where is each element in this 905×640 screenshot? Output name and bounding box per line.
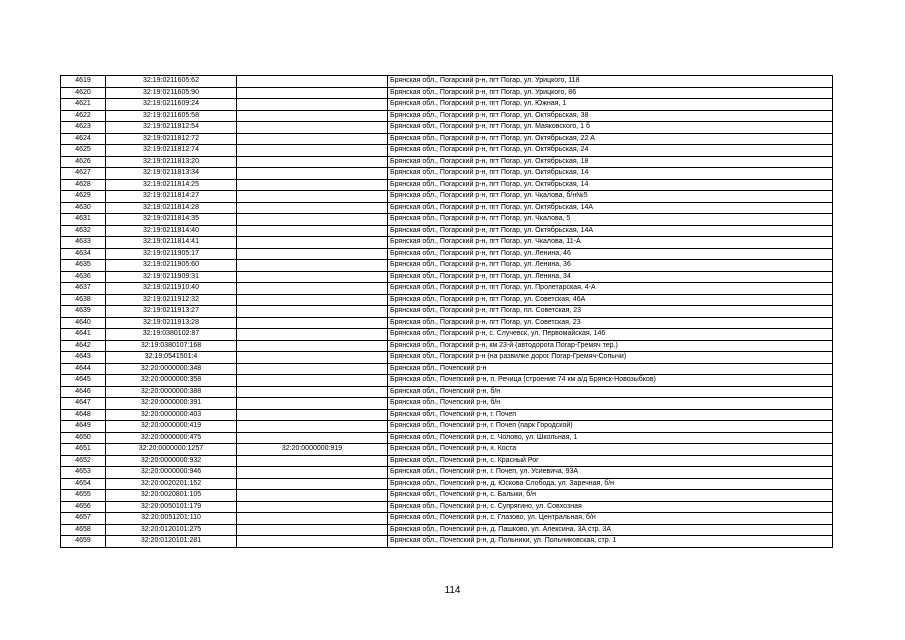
cadastral-number-cell: 32:20:0020801:105: [106, 490, 237, 502]
address-cell: Брянская обл., Погарский р-н, пгт Погар, ул. Южная, 1: [388, 99, 833, 111]
prior-cadastral-number-cell: [237, 237, 388, 249]
address-cell: Брянская обл., Погарский р-н, пгт Погар, ул. Октябрьская, 14А: [388, 202, 833, 214]
row-number-cell: 4639: [61, 306, 106, 318]
cadastral-number-cell: 32:19:0211813:34: [106, 168, 237, 180]
cadastral-number-cell: 32:19:0211814:28: [106, 202, 237, 214]
address-cell: Брянская обл., Погарский р-н, пгт Погар, ул. Чкалова, б/н№5: [388, 191, 833, 203]
prior-cadastral-number-cell: [237, 524, 388, 536]
registry-table: [60, 75, 833, 548]
table-row: [61, 87, 833, 99]
table-row: [61, 202, 833, 214]
prior-cadastral-number-cell: [237, 202, 388, 214]
row-number-cell: 4637: [61, 283, 106, 295]
row-number-cell: 4633: [61, 237, 106, 249]
prior-cadastral-number-cell: [237, 375, 388, 387]
cadastral-number-cell: 32:19:0211913:27: [106, 306, 237, 318]
row-number-cell: 4645: [61, 375, 106, 387]
prior-cadastral-number-cell: [237, 156, 388, 168]
row-number-cell: 4629: [61, 191, 106, 203]
address-cell: Брянская обл., Почепский р-н: [388, 363, 833, 375]
table-row: [61, 455, 833, 467]
address-cell: Брянская обл., Погарский р-н, пгт Погар, ул. Октябрьская, 14А: [388, 225, 833, 237]
table-row: [61, 179, 833, 191]
cadastral-number-cell: 32:20:0000000:358: [106, 375, 237, 387]
table-row: [61, 283, 833, 295]
address-cell: Брянская обл., Погарский р-н, пгт Погар, ул. Октябрьская, 24: [388, 145, 833, 157]
row-number-cell: 4650: [61, 432, 106, 444]
prior-cadastral-number-cell: [237, 133, 388, 145]
table-row: [61, 386, 833, 398]
address-cell: Брянская обл., Погарский р-н, пгт Погар, ул. Советская, 46А: [388, 294, 833, 306]
table-row: [61, 168, 833, 180]
address-cell: Брянская обл., Погарский р-н, пгт Погар, ул. Октябрьская, 18: [388, 156, 833, 168]
row-number-cell: 4656: [61, 501, 106, 513]
cadastral-number-cell: 32:19:0211812:54: [106, 122, 237, 134]
prior-cadastral-number-cell: [237, 306, 388, 318]
table-row: [61, 99, 833, 111]
cadastral-number-cell: 32:19:0211909:31: [106, 271, 237, 283]
address-cell: Брянская обл., Почепский р-н, г. Почеп: [388, 409, 833, 421]
table-row: [61, 421, 833, 433]
address-cell: Брянская обл., Почепский р-н, д. Пашково, ул. Алексина, 3А стр. 3А: [388, 524, 833, 536]
row-number-cell: 4654: [61, 478, 106, 490]
cadastral-number-cell: 32:19:0211814:27: [106, 191, 237, 203]
row-number-cell: 4653: [61, 467, 106, 479]
table-row: [61, 467, 833, 479]
cadastral-number-cell: 32:20:0000000:391: [106, 398, 237, 410]
cadastral-number-cell: 32:19:0211813:20: [106, 156, 237, 168]
row-number-cell: 4630: [61, 202, 106, 214]
row-number-cell: 4640: [61, 317, 106, 329]
cadastral-number-cell: 32:20:0000000:932: [106, 455, 237, 467]
cadastral-number-cell: 32:20:0000000:388: [106, 386, 237, 398]
row-number-cell: 4647: [61, 398, 106, 410]
address-cell: Брянская обл., Погарский р-н, пгт Погар, ул. Маяковского, 1 б: [388, 122, 833, 134]
prior-cadastral-number-cell: [237, 191, 388, 203]
row-number-cell: 4628: [61, 179, 106, 191]
prior-cadastral-number-cell: [237, 421, 388, 433]
address-cell: Брянская обл., Почепский р-н, б/н: [388, 386, 833, 398]
prior-cadastral-number-cell: [237, 467, 388, 479]
prior-cadastral-number-cell: [237, 455, 388, 467]
table-row: [61, 248, 833, 260]
prior-cadastral-number-cell: 32:20:0000000:919: [237, 444, 388, 456]
table-row: [61, 513, 833, 525]
cadastral-number-cell: 32:20:0051201:110: [106, 513, 237, 525]
address-cell: Брянская обл., Погарский р-н, пгт Погар, ул. Ленина, 46: [388, 248, 833, 260]
row-number-cell: 4649: [61, 421, 106, 433]
prior-cadastral-number-cell: [237, 294, 388, 306]
page-number: 114: [444, 585, 461, 596]
row-number-cell: 4651: [61, 444, 106, 456]
address-cell: Брянская обл., Погарский р-н, пгт Погар, ул. Урицкого, 118: [388, 76, 833, 88]
row-number-cell: 4621: [61, 99, 106, 111]
table-row: [61, 306, 833, 318]
row-number-cell: 4659: [61, 536, 106, 548]
prior-cadastral-number-cell: [237, 513, 388, 525]
address-cell: Брянская обл., Почепский р-н, с. Чолово, ул. Школьная, 1: [388, 432, 833, 444]
prior-cadastral-number-cell: [237, 122, 388, 134]
table-row: [61, 76, 833, 88]
row-number-cell: 4638: [61, 294, 106, 306]
row-number-cell: 4642: [61, 340, 106, 352]
cadastral-number-cell: 32:20:0000000:1257: [106, 444, 237, 456]
table-row: [61, 156, 833, 168]
cadastral-number-cell: 32:20:0050101:179: [106, 501, 237, 513]
row-number-cell: 4632: [61, 225, 106, 237]
prior-cadastral-number-cell: [237, 490, 388, 502]
address-cell: Брянская обл., Погарский р-н, пгт Погар, ул. Октябрьская, 14: [388, 168, 833, 180]
table-row: [61, 490, 833, 502]
row-number-cell: 4643: [61, 352, 106, 364]
address-cell: Брянская обл., Погарский р-н, пгт Погар, ул. Пролетарская, 4-А: [388, 283, 833, 295]
address-cell: Брянская обл., Погарский р-н, с. Случевск, ул. Первомайская, 146: [388, 329, 833, 341]
cadastral-number-cell: 32:20:0000000:475: [106, 432, 237, 444]
cadastral-number-cell: 32:20:0120101:281: [106, 536, 237, 548]
cadastral-number-cell: 32:19:0211812:72: [106, 133, 237, 145]
cadastral-number-cell: 32:19:0211609:24: [106, 99, 237, 111]
cadastral-number-cell: 32:19:0211814:40: [106, 225, 237, 237]
prior-cadastral-number-cell: [237, 536, 388, 548]
prior-cadastral-number-cell: [237, 214, 388, 226]
row-number-cell: 4644: [61, 363, 106, 375]
cadastral-number-cell: 32:19:0211814:25: [106, 179, 237, 191]
table-row: [61, 524, 833, 536]
row-number-cell: 4623: [61, 122, 106, 134]
row-number-cell: 4620: [61, 87, 106, 99]
prior-cadastral-number-cell: [237, 99, 388, 111]
cadastral-number-cell: 32:19:0211913:28: [106, 317, 237, 329]
cadastral-number-cell: 32:19:0211905:17: [106, 248, 237, 260]
prior-cadastral-number-cell: [237, 260, 388, 272]
row-number-cell: 4624: [61, 133, 106, 145]
table-row: [61, 191, 833, 203]
table-row: [61, 122, 833, 134]
row-number-cell: 4634: [61, 248, 106, 260]
cadastral-number-cell: 32:19:0211912:32: [106, 294, 237, 306]
table-row: [61, 340, 833, 352]
prior-cadastral-number-cell: [237, 386, 388, 398]
prior-cadastral-number-cell: [237, 398, 388, 410]
prior-cadastral-number-cell: [237, 271, 388, 283]
row-number-cell: 4635: [61, 260, 106, 272]
address-cell: Брянская обл., Погарский р-н, пгт Погар, ул. Чкалова, 5: [388, 214, 833, 226]
address-cell: Брянская обл., Почепский р-н, с. Красный Рог: [388, 455, 833, 467]
prior-cadastral-number-cell: [237, 145, 388, 157]
prior-cadastral-number-cell: [237, 352, 388, 364]
cadastral-number-cell: 32:19:0211605:90: [106, 87, 237, 99]
row-number-cell: 4622: [61, 110, 106, 122]
cadastral-number-cell: 32:20:0120101:275: [106, 524, 237, 536]
table-row: [61, 501, 833, 513]
table-row: [61, 294, 833, 306]
row-number-cell: 4655: [61, 490, 106, 502]
row-number-cell: 4641: [61, 329, 106, 341]
address-cell: Брянская обл., Почепский р-н, п. Речица (строение 74 км а/д Брянск-Новозыбков): [388, 375, 833, 387]
address-cell: Брянская обл., Погарский р-н, пгт Погар, ул. Ленина, 36: [388, 260, 833, 272]
address-cell: Брянская обл., Погарский р-н, км 23-й (автодорога Погар-Гремяч тер.): [388, 340, 833, 352]
cadastral-number-cell: 32:19:0211605:62: [106, 76, 237, 88]
prior-cadastral-number-cell: [237, 501, 388, 513]
cadastral-number-cell: 32:19:0211812:74: [106, 145, 237, 157]
cadastral-number-cell: 32:19:0211814:35: [106, 214, 237, 226]
registry-table-body: [61, 76, 833, 548]
cadastral-number-cell: 32:19:0211814:41: [106, 237, 237, 249]
row-number-cell: 4646: [61, 386, 106, 398]
table-row: [61, 260, 833, 272]
table-row: [61, 352, 833, 364]
table-row: [61, 363, 833, 375]
address-cell: Брянская обл., Почепский р-н, б/н: [388, 398, 833, 410]
address-cell: Брянская обл., Погарский р-н, пгт Погар, ул. Ленина, 34: [388, 271, 833, 283]
table-row: [61, 317, 833, 329]
address-cell: Брянская обл., Почепский р-н, д. Юскова Слобода, ул. Заречная, б/н: [388, 478, 833, 490]
prior-cadastral-number-cell: [237, 432, 388, 444]
cadastral-number-cell: 32:19:0211605:58: [106, 110, 237, 122]
row-number-cell: 4625: [61, 145, 106, 157]
cadastral-number-cell: 32:20:0000000:946: [106, 467, 237, 479]
cadastral-number-cell: 32:19:0211905:60: [106, 260, 237, 272]
prior-cadastral-number-cell: [237, 168, 388, 180]
prior-cadastral-number-cell: [237, 248, 388, 260]
prior-cadastral-number-cell: [237, 76, 388, 88]
address-cell: Брянская обл., Погарский р-н, пгт Погар, ул. Октябрьская, 38: [388, 110, 833, 122]
table-row: [61, 225, 833, 237]
address-cell: Брянская обл., Почепский р-н, г. Почеп, ул. Усиевича, 93А: [388, 467, 833, 479]
address-cell: Брянская обл., Почепский р-н, с. Балыки, б/н: [388, 490, 833, 502]
row-number-cell: 4636: [61, 271, 106, 283]
table-row: [61, 398, 833, 410]
address-cell: Брянская обл., Погарский р-н, пгт Погар, ул. Урицкого, 86: [388, 87, 833, 99]
address-cell: Брянская обл., Погарский р-н, пгт Погар, ул. Октябрьская, 22 А: [388, 133, 833, 145]
prior-cadastral-number-cell: [237, 179, 388, 191]
table-row: [61, 271, 833, 283]
prior-cadastral-number-cell: [237, 363, 388, 375]
address-cell: Брянская обл., Погарский р-н, пгт Погар, пл. Советская, 23: [388, 306, 833, 318]
prior-cadastral-number-cell: [237, 329, 388, 341]
address-cell: Брянская обл., Погарский р-н (на развилке дорог Погар-Гремяч-Сопычи): [388, 352, 833, 364]
cadastral-number-cell: 32:20:0020201:152: [106, 478, 237, 490]
address-cell: Брянская обл., Почепский р-н, х. Коста: [388, 444, 833, 456]
row-number-cell: 4631: [61, 214, 106, 226]
cadastral-number-cell: 32:19:0380102:87: [106, 329, 237, 341]
cadastral-number-cell: 32:20:0000000:403: [106, 409, 237, 421]
row-number-cell: 4627: [61, 168, 106, 180]
address-cell: Брянская обл., Погарский р-н, пгт Погар, ул. Советская, 23: [388, 317, 833, 329]
cadastral-number-cell: 32:19:0541501:4: [106, 352, 237, 364]
row-number-cell: 4658: [61, 524, 106, 536]
prior-cadastral-number-cell: [237, 340, 388, 352]
prior-cadastral-number-cell: [237, 87, 388, 99]
prior-cadastral-number-cell: [237, 110, 388, 122]
table-row: [61, 432, 833, 444]
table-row: [61, 110, 833, 122]
table-row: [61, 536, 833, 548]
prior-cadastral-number-cell: [237, 225, 388, 237]
table-row: [61, 478, 833, 490]
address-cell: Брянская обл., Погарский р-н, пгт Погар, ул. Октябрьская, 14: [388, 179, 833, 191]
table-row: [61, 145, 833, 157]
address-cell: Брянская обл., Погарский р-н, пгт Погар, ул. Чкалова, 11-А: [388, 237, 833, 249]
prior-cadastral-number-cell: [237, 478, 388, 490]
address-cell: Брянская обл., Почепский р-н, г. Почеп (парк Городской): [388, 421, 833, 433]
table-row: [61, 214, 833, 226]
table-row: [61, 375, 833, 387]
cadastral-number-cell: 32:19:0211910:40: [106, 283, 237, 295]
row-number-cell: 4648: [61, 409, 106, 421]
prior-cadastral-number-cell: [237, 409, 388, 421]
table-row: [61, 237, 833, 249]
row-number-cell: 4652: [61, 455, 106, 467]
cadastral-number-cell: 32:19:0380107:168: [106, 340, 237, 352]
address-cell: Брянская обл., Почепский р-н, с. Супрягино, ул. Совхозная: [388, 501, 833, 513]
cadastral-number-cell: 32:20:0000000:348: [106, 363, 237, 375]
table-row: [61, 329, 833, 341]
address-cell: Брянская обл., Почепский р-н, д. Польники, ул. Польниковская, стр. 1: [388, 536, 833, 548]
row-number-cell: 4626: [61, 156, 106, 168]
row-number-cell: 4657: [61, 513, 106, 525]
prior-cadastral-number-cell: [237, 283, 388, 295]
address-cell: Брянская обл., Почепский р-н, с. Глазово, ул. Центральная, б/н: [388, 513, 833, 525]
cadastral-number-cell: 32:20:0000000:419: [106, 421, 237, 433]
table-row: [61, 444, 833, 456]
prior-cadastral-number-cell: [237, 317, 388, 329]
table-row: [61, 409, 833, 421]
row-number-cell: 4619: [61, 76, 106, 88]
table-row: [61, 133, 833, 145]
